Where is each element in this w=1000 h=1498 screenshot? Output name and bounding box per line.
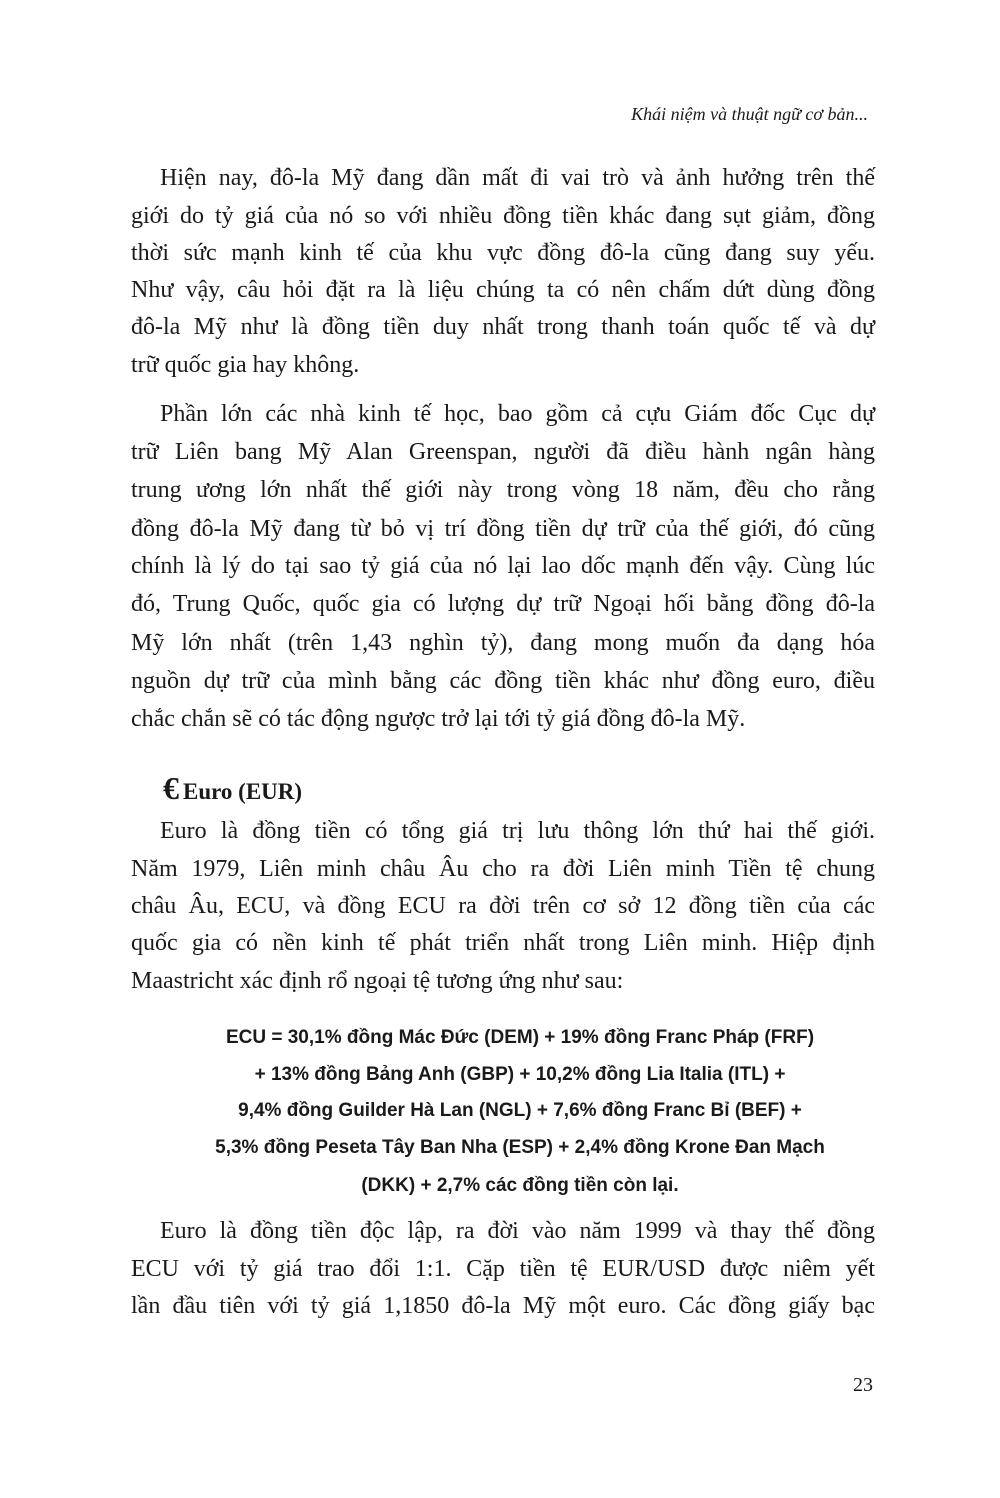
- text-line: trữ quốc gia hay không.: [131, 352, 360, 378]
- section-title: Euro (EUR): [183, 779, 303, 804]
- text-line: nguồn dự trữ của mình bằng các đồng tiền khác như đồng euro, điều: [131, 668, 875, 694]
- text-line: đô-la Mỹ như là đồng tiền duy nhất trong thanh toán quốc tế và dự: [131, 314, 875, 340]
- text-line: đồng đô-la Mỹ đang từ bỏ vị trí đồng tiền dự trữ của thế giới, đó cũng: [131, 516, 875, 542]
- formula-line: ECU = 30,1% đồng Mác Đức (DEM) + 19% đồng Franc Pháp (FRF): [225, 1027, 815, 1048]
- text-line: chắc chắn sẽ có tác động ngược trở lại tới tỷ giá đồng đô-la Mỹ.: [131, 706, 746, 732]
- text-line: Mỹ lớn nhất (trên 1,43 nghìn tỷ), đang mong muốn đa dạng hóa: [131, 630, 875, 656]
- text-line: chính là lý do tại sao tỷ giá của nó lại lao dốc mạnh đến vậy. Cùng lúc: [131, 553, 875, 579]
- text-line: thời sức mạnh kinh tế của khu vực đồng đô-la cũng đang suy yếu.: [131, 240, 875, 266]
- text-line: châu Âu, ECU, và đồng ECU ra đời trên cơ sở 12 đồng tiền của các: [131, 893, 875, 919]
- formula-line: 5,3% đồng Peseta Tây Ban Nha (ESP) + 2,4% đồng Krone Đan Mạch: [215, 1137, 825, 1158]
- text-line: giới do tỷ giá của nó so với nhiều đồng tiền khác đang sụt giảm, đồng: [131, 203, 875, 229]
- formula-line: 9,4% đồng Guilder Hà Lan (NGL) + 7,6% đồng Franc Bỉ (BEF) +: [238, 1100, 802, 1121]
- text-line: lần đầu tiên với tỷ giá 1,1850 đô-la Mỹ một euro. Các đồng giấy bạc: [131, 1293, 875, 1319]
- text-line: Euro là đồng tiền độc lập, ra đời vào năm 1999 và thay thế đồng: [160, 1218, 875, 1244]
- section-heading: [163, 770, 302, 807]
- text-line: Phần lớn các nhà kinh tế học, bao gồm cả cựu Giám đốc Cục dự: [160, 401, 875, 427]
- text-line: ECU với tỷ giá trao đổi 1:1. Cặp tiền tệ EUR/USD được niêm yết: [131, 1256, 875, 1282]
- text-line: Năm 1979, Liên minh châu Âu cho ra đời Liên minh Tiền tệ chung: [131, 856, 875, 882]
- text-line: Maastricht xác định rổ ngoại tệ tương ứng như sau:: [131, 968, 624, 994]
- text-line: Như vậy, câu hỏi đặt ra là liệu chúng ta có nên chấm dứt dùng đồng: [131, 277, 875, 303]
- text-line: trung ương lớn nhất thế giới này trong vòng 18 năm, đều cho rằng: [131, 477, 875, 503]
- text-line: quốc gia có nền kinh tế phát triển nhất trong Liên minh. Hiệp định: [131, 930, 875, 956]
- text-line: đó, Trung Quốc, quốc gia có lượng dự trữ Ngoại hối bằng đồng đô-la: [131, 591, 875, 617]
- text-line: trữ Liên bang Mỹ Alan Greenspan, người đã điều hành ngân hàng: [131, 439, 875, 465]
- formula-line: (DKK) + 2,7% các đồng tiền còn lại.: [361, 1175, 679, 1196]
- running-header: Khái niệm và thuật ngữ cơ bản...: [631, 104, 868, 124]
- page-number: 23: [853, 1374, 873, 1396]
- euro-icon: €: [163, 770, 179, 806]
- formula-line: + 13% đồng Bảng Anh (GBP) + 10,2% đồng Lia Italia (ITL) +: [254, 1064, 786, 1085]
- text-line: Hiện nay, đô-la Mỹ đang dần mất đi vai trò và ảnh hưởng trên thế: [160, 165, 875, 191]
- text-line: Euro là đồng tiền có tổng giá trị lưu thông lớn thứ hai thế giới.: [160, 818, 875, 844]
